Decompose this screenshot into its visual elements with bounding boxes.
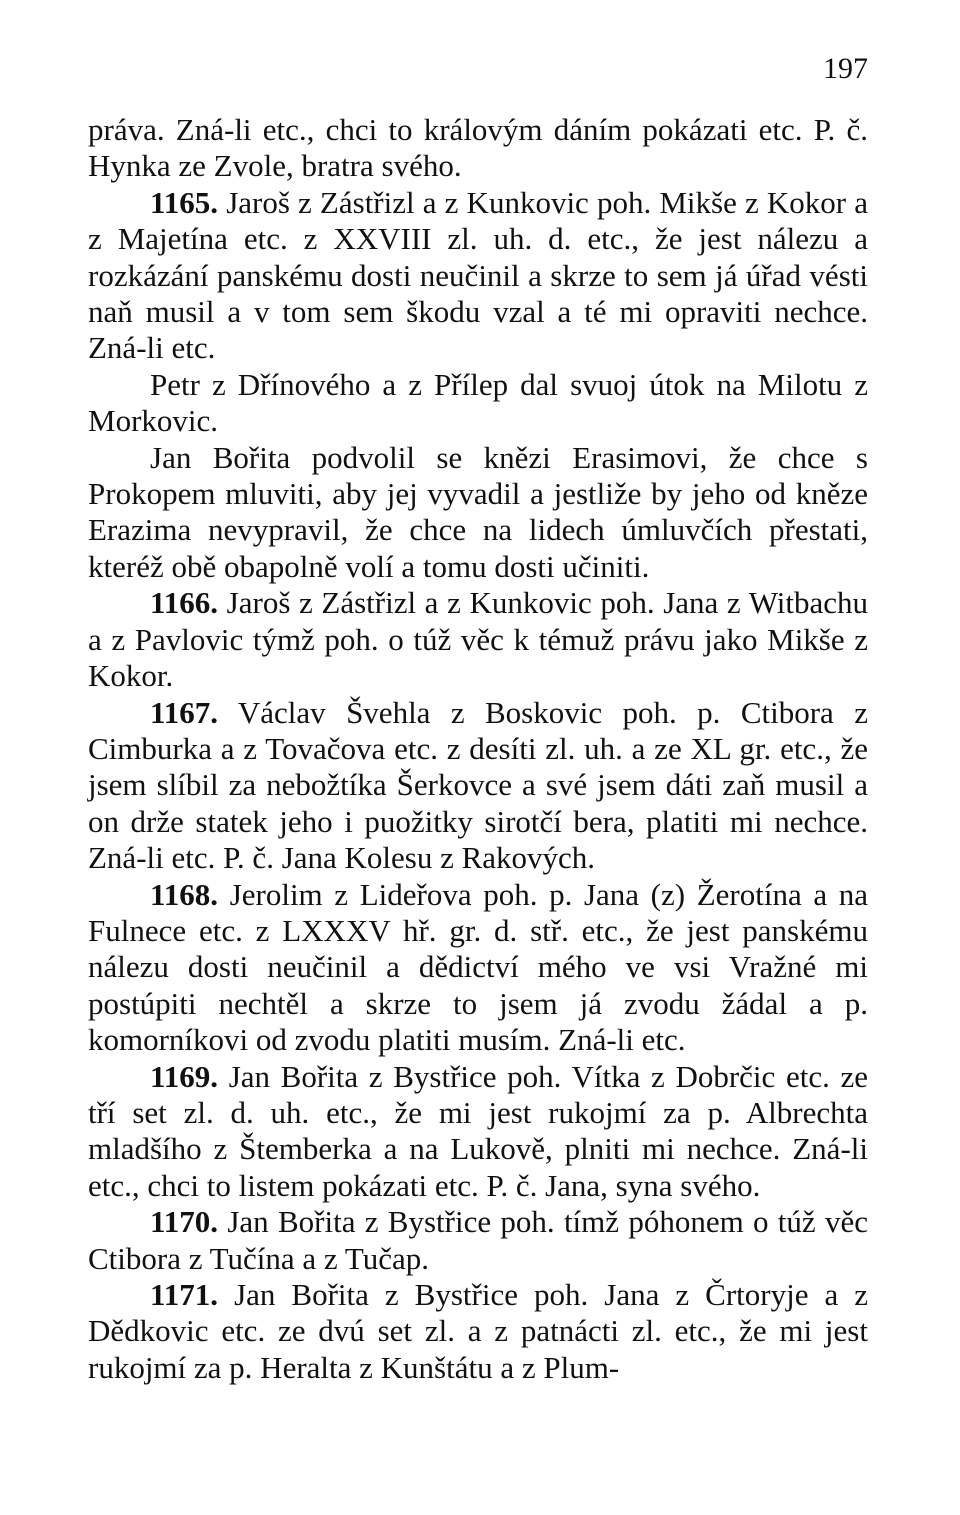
entry-1170 (88, 1204, 868, 1277)
paragraph-text: Jerolim z Lideřova poh. p. Jana (z) Žerotína a na Fulnece etc. z LXXXV hř. gr. d. stř. etc., že jest panskému nálezu dosti neučinil a dědictví mého ve vsi Vražné mi postúpiti nechtěl a skrze to jsem já zvodu žádal a p. komorníkovi od zvodu platiti musím. Zná-li etc. (88, 876, 868, 1058)
paragraph-text: Václav Švehla z Boskovic poh. p. Ctibora z Cimburka a z Tovačova etc. z desíti zl. uh. a ze XL gr. etc., že jsem slíbil za nebožtíka Šerkovce a své jsem dáti zaň musil a on drže statek jeho i puožitky sirotčí bera, platiti mi nechce. Zná-li etc. P. č. Jana Kolesu z Rakových. (88, 694, 868, 876)
entry-number: 1166. (150, 585, 219, 621)
entry-number: 1168. (150, 876, 219, 912)
entry-1168 (88, 877, 868, 1059)
paragraph-text: Jaroš z Zástřizl a z Kunkovic poh. Jana z Witbachu a z Pavlovic týmž poh. o túž věc k témuž právu jako Mikše z Kokor. (88, 585, 868, 694)
entry-number: 1169. (150, 1058, 219, 1094)
entry-1169 (88, 1059, 868, 1205)
page (88, 0, 868, 1515)
body-text (88, 112, 868, 1386)
paragraph-text: Jan Bořita z Bystřice poh. Jana z Črtoryje a z Dědkovic etc. ze dvú set zl. a z patnácti zl. etc., že mi jest rukojmí za p. Heralta z Kunštátu a z Plum- (88, 1277, 868, 1385)
entry-number: 1167. (150, 694, 219, 730)
entry-1167 (88, 695, 868, 877)
entry-number: 1170. (150, 1204, 219, 1240)
paragraph-text: Jan Bořita podvolil se knězi Erasimovi, že chce s Prokopem mluviti, aby jej vyvadil a jestliže by jeho od kněze Erazima nevypravil, že chce na lidech úmluvčích přestati, kteréž obě obapolně volí a tomu dosti učiniti. (88, 439, 868, 584)
entry-number: 1165. (150, 184, 219, 220)
paragraph-text: Jaroš z Zástřizl a z Kunkovic poh. Mikše z Kokor a z Majetína etc. z XXVIII zl. uh. d. etc., že jest nálezu a rozkázání panskému dosti neučinil a skrze to sem já úřad vésti naň musil a v tom sem škodu vzal a té mi opraviti nechce. Zná-li etc. (88, 184, 868, 366)
paragraph-text: Jan Bořita z Bystřice poh. Vítka z Dobrčic etc. ze tří set zl. d. uh. etc., že mi jest rukojmí za p. Albrechta mladšího z Štemberka a na Lukově, plniti mi nechce. Zná-li etc., chci to listem pokázati etc. P. č. Jana, syna svého. (88, 1058, 868, 1203)
paragraph-text: práva. Zná-li etc., chci to královým dáním pokázati etc. P. č. Hynka ze Zvole, bratra svého. (88, 112, 868, 184)
entry-1165 (88, 185, 868, 367)
paragraph-text: Petr z Dřínového a z Přílep dal svuoj útok na Milotu z Morkovic. (88, 366, 868, 439)
entry-number: 1171. (150, 1277, 219, 1312)
page-number: 197 (823, 52, 868, 85)
paragraph (88, 440, 868, 586)
paragraph (88, 367, 868, 440)
entry-1171 (88, 1277, 868, 1386)
paragraph-text: Jan Bořita z Bystřice poh. tímž póhonem o túž věc Ctibora z Tučína a z Tučap. (88, 1204, 868, 1276)
entry-1166 (88, 585, 868, 694)
paragraph-continuation (88, 112, 868, 185)
